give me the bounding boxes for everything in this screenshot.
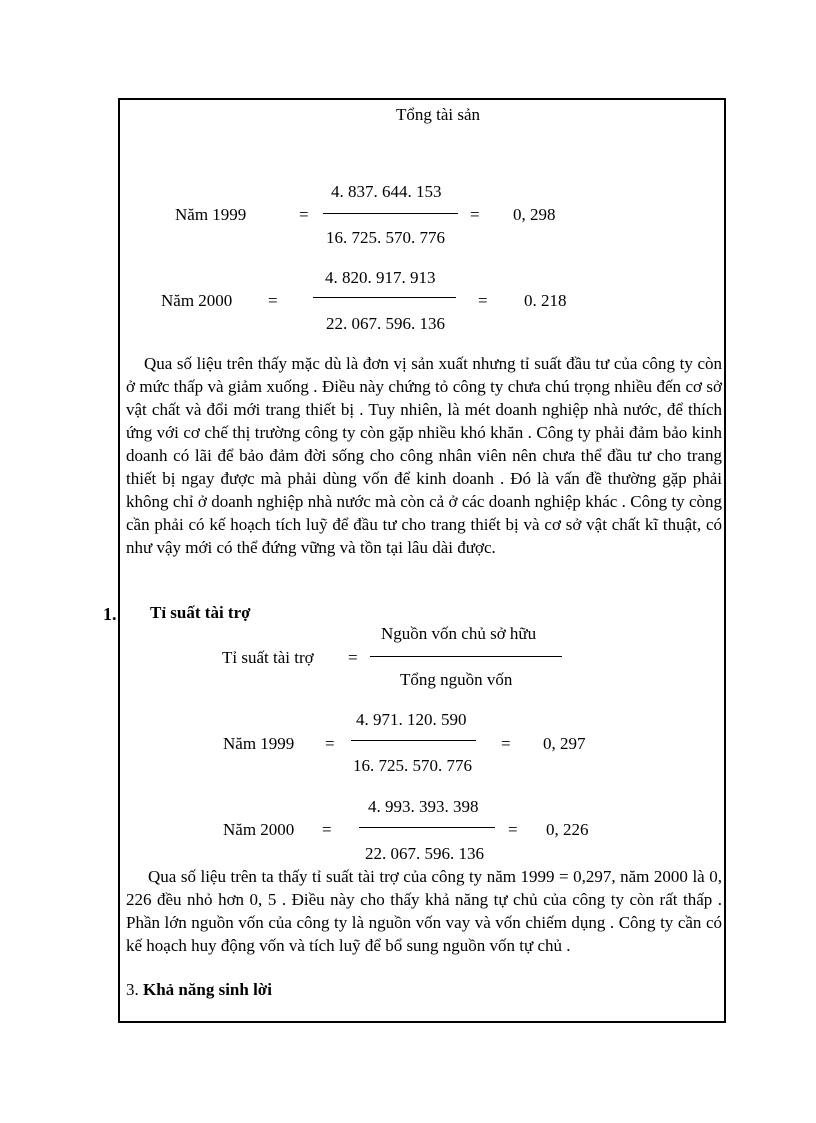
equals-sign: = xyxy=(348,648,358,667)
result-value: 0. 218 xyxy=(524,291,567,310)
result-value: 0, 226 xyxy=(546,820,589,839)
definition-numerator: Nguồn vốn chủ sở hữu xyxy=(381,624,537,643)
equals-sign: = xyxy=(470,205,480,224)
section-number: 1. xyxy=(103,604,117,624)
equals-sign: = xyxy=(501,734,511,753)
year-2000-label: Năm 2000 xyxy=(223,820,295,839)
fraction-line xyxy=(370,656,562,657)
equals-sign: = xyxy=(508,820,518,839)
fraction-line xyxy=(313,297,456,298)
numerator: 4. 971. 120. 590 xyxy=(356,710,467,729)
year-2000-label: Năm 2000 xyxy=(161,291,233,310)
fraction-line xyxy=(359,827,495,828)
paragraph-text: Qua số liệu trên thấy mặc dù là đơn vị sản xuất nhưng tỉ suất đầu tư của công ty còn ở mức thấp và giảm xuống . Điều này chứng tỏ công ty chưa chú trọng nhiều đến cơ sở vật chất và đổi mới trang thiết bị . Tuy nhiên, là mét doanh nghiệp nhà nước, để thích ứng với cơ chế thị trường công ty còn gặp nhiều khó khăn . Công ty phải đảm bảo kinh doanh có lãi để bảo đảm đời sống cho công nhân viên nên chưa thể đầu tư cho trang thiết bị ngay được mà phải dùng vốn để kinh doanh . Đó là vấn đề thường gặp phải không chỉ ở doanh nghiệp nhà nước mà còn cả ở các doanh nghiệp khác . Công ty còng cần phải có kế hoạch tích luỹ để đầu tư cho trang thiết bị và cơ sở vật chất kĩ thuật, có như vậy mới có thể đứng vững và tồn tại lâu dài được. xyxy=(126,354,722,557)
equals-sign: = xyxy=(322,820,332,839)
denominator: 22. 067. 596. 136 xyxy=(365,844,484,863)
equals-sign: = xyxy=(325,734,335,753)
denominator: 16. 725. 570. 776 xyxy=(326,228,445,247)
section-heading: Khả năng sinh lời xyxy=(143,980,272,999)
analysis-paragraph-1 xyxy=(126,352,722,559)
fraction-line xyxy=(323,213,458,214)
numerator: 4. 993. 393. 398 xyxy=(368,797,479,816)
ratio-label: Tỉ suất tài trợ xyxy=(222,648,314,667)
denominator: 16. 725. 570. 776 xyxy=(353,756,472,775)
numerator: 4. 837. 644. 153 xyxy=(331,182,442,201)
equals-sign: = xyxy=(478,291,488,310)
formula-denominator-label: Tổng tài sản xyxy=(396,105,481,124)
result-value: 0, 297 xyxy=(543,734,586,753)
result-value: 0, 298 xyxy=(513,205,556,224)
paragraph-text: Qua số liệu trên ta thấy tỉ suất tài trợ của công ty năm 1999 = 0,297, năm 2000 là 0, 226 đều nhỏ hơn 0, 5 . Điều này cho thấy khả năng tự chủ của công ty còn rất thấp . Phần lớn nguồn vốn của công ty là nguồn vốn vay và vốn chiếm dụng . Công ty cần có kế hoạch huy động vốn và tích luỹ để bổ sung nguồn vốn tự chủ . xyxy=(126,867,722,955)
equals-sign: = xyxy=(299,205,309,224)
numerator: 4. 820. 917. 913 xyxy=(325,268,436,287)
fraction-line xyxy=(351,740,476,741)
analysis-paragraph-2 xyxy=(126,865,722,957)
year-1999-label: Năm 1999 xyxy=(223,734,295,753)
denominator: 22. 067. 596. 136 xyxy=(326,314,445,333)
equals-sign: = xyxy=(268,291,278,310)
definition-denominator: Tổng nguồn vốn xyxy=(400,670,513,689)
year-1999-label: Năm 1999 xyxy=(175,205,247,224)
section-heading: Tỉ suất tài trợ xyxy=(150,603,251,622)
section-number: 3. xyxy=(126,980,139,999)
section-3-heading xyxy=(126,980,272,1000)
